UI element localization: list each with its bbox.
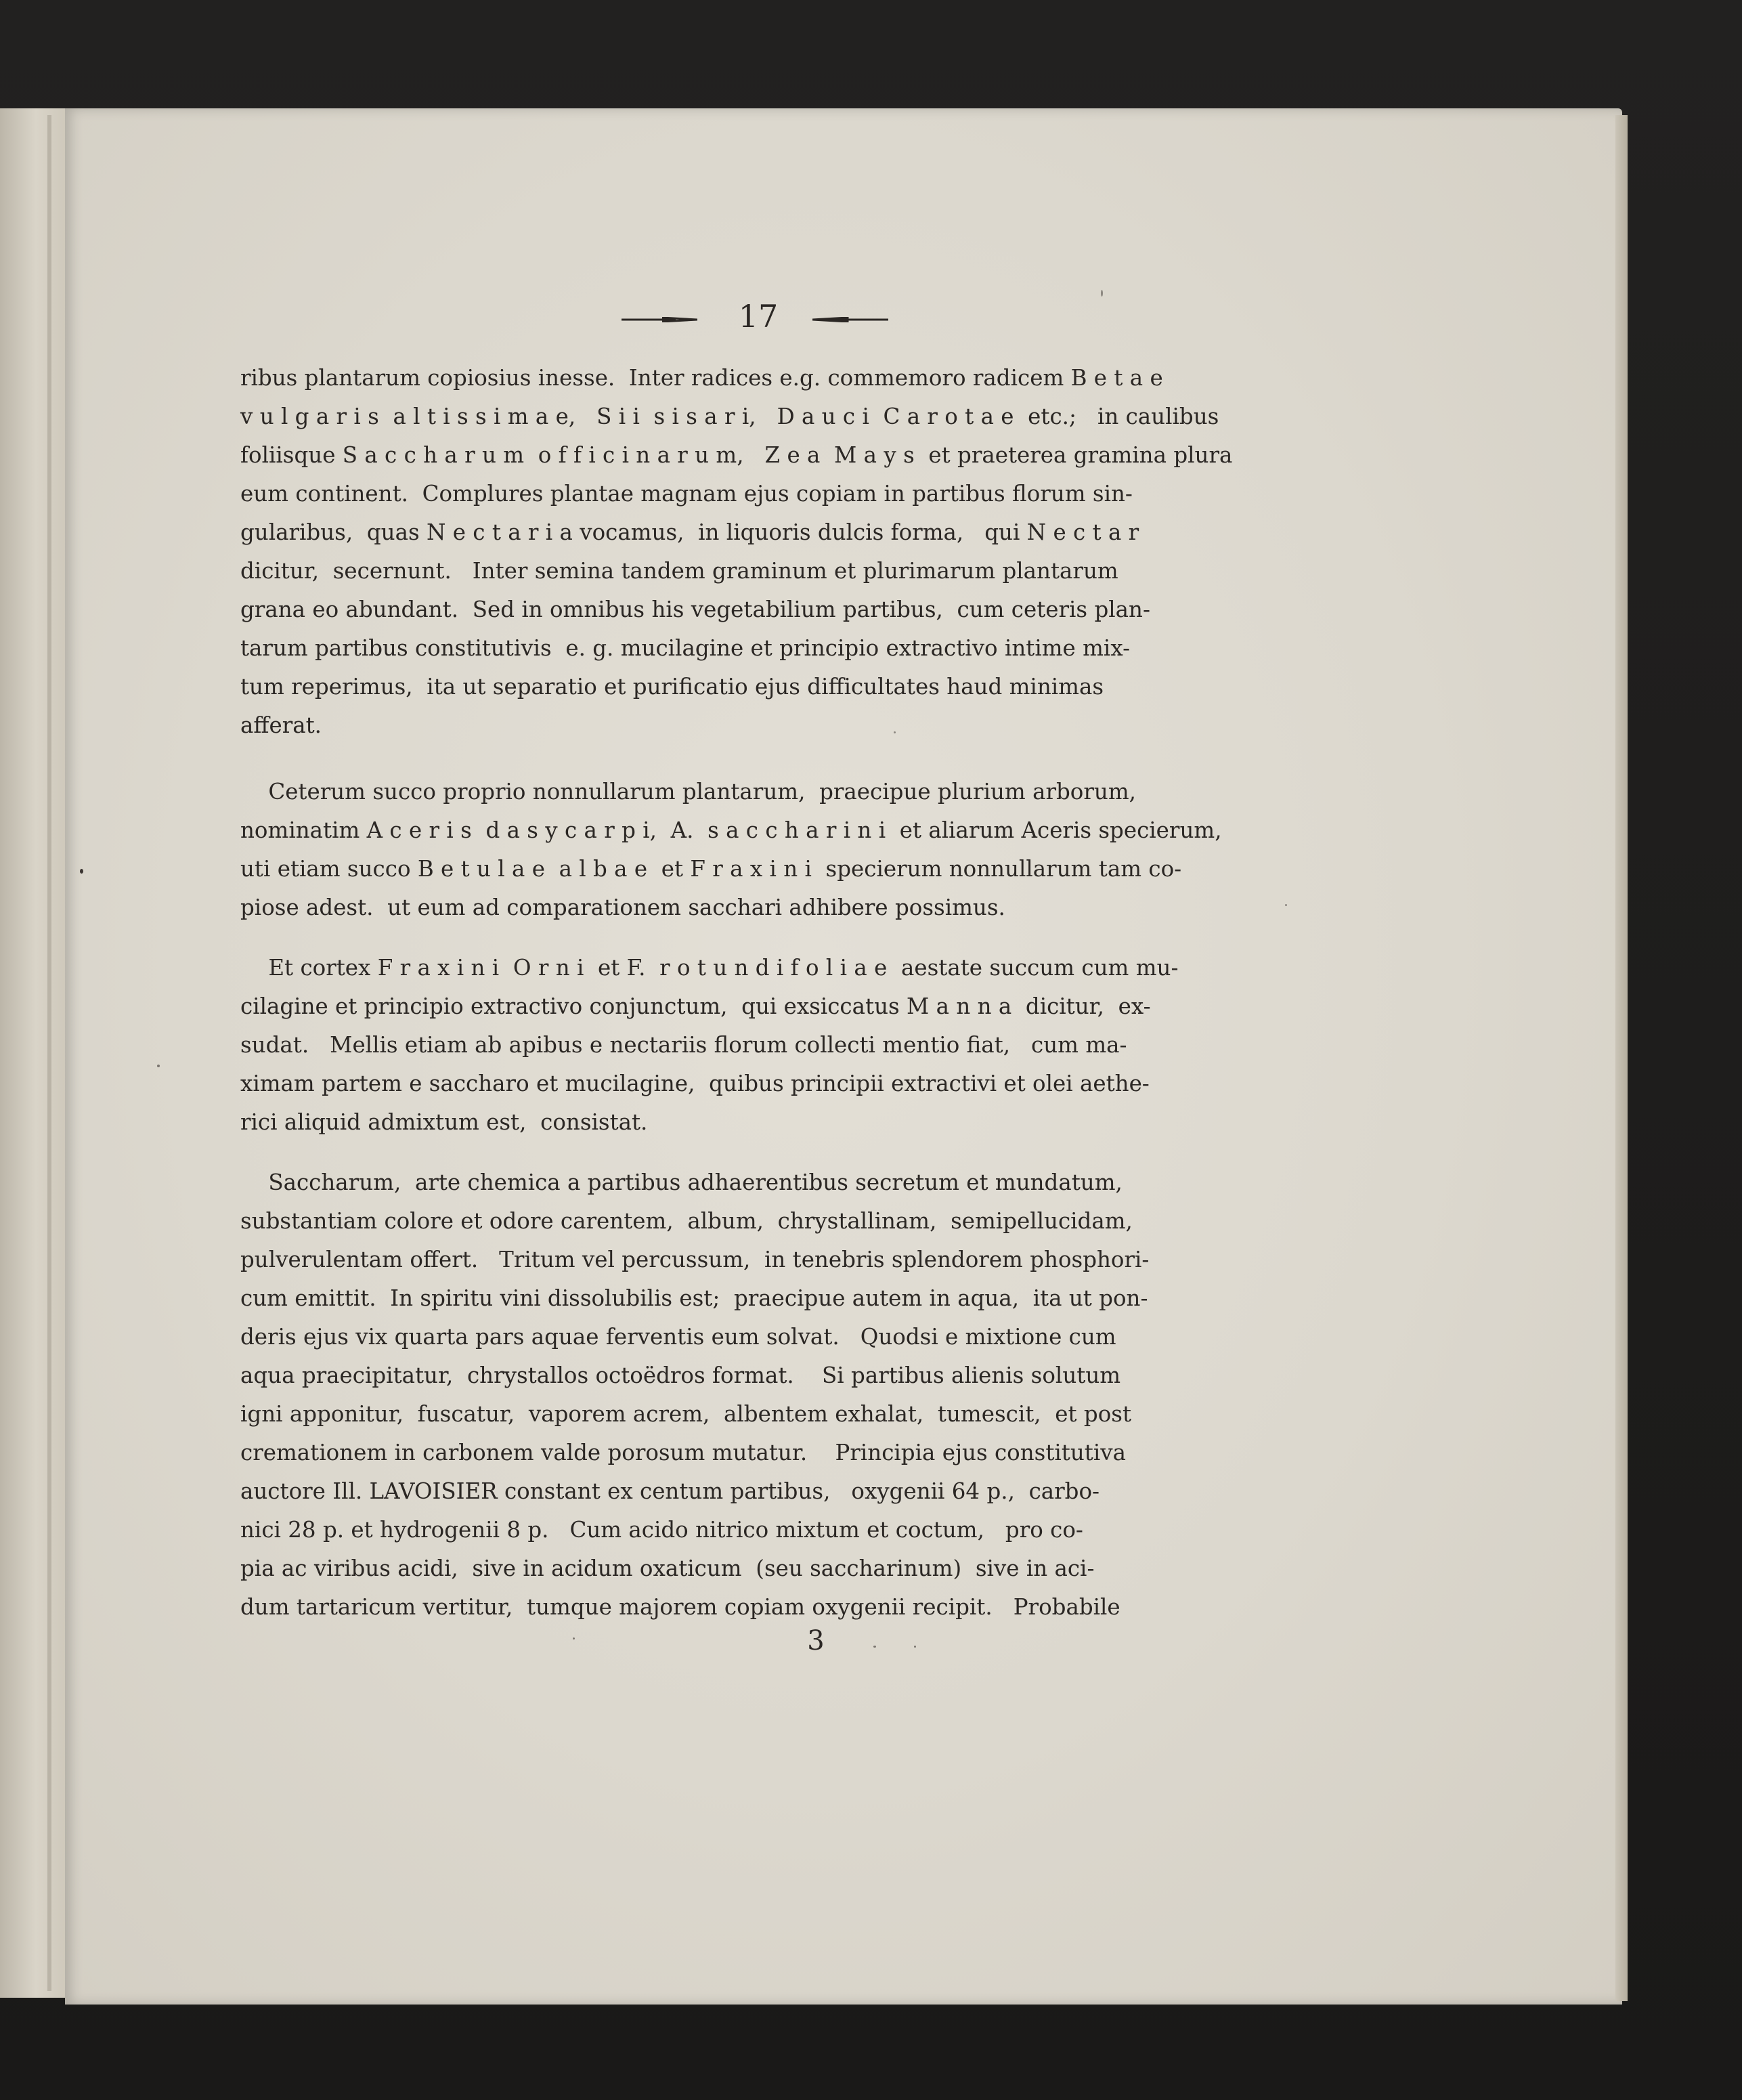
paper-speck bbox=[157, 1065, 160, 1067]
text-line: Saccharum, arte chemica a partibus adhaerentibus secretum et mundatum, bbox=[240, 1170, 1123, 1195]
text-line: piose adest. ut eum ad comparationem sacchari adhibere possimus. bbox=[240, 895, 1005, 920]
paper-speck bbox=[873, 1646, 876, 1648]
header-ornament-left bbox=[622, 317, 697, 322]
text-line: nominatim A c e r i s d a s y c a r p i, A. s a c c h a r i n i et aliarum Aceris specierum, bbox=[240, 817, 1222, 843]
text-line: foliisque S a c c h a r u m o f f i c i n a r u m, Z e a M a y s et praeterea gramina plura bbox=[240, 442, 1233, 468]
text-line: grana eo abundant. Sed in omnibus his vegetabilium partibus, cum ceteris plan- bbox=[240, 597, 1150, 622]
signature-mark: 3 bbox=[807, 1625, 825, 1656]
paper-speck bbox=[1285, 904, 1287, 906]
text-line: tarum partibus constitutivis e. g. mucilagine et principio extractivo intime mix- bbox=[240, 635, 1131, 661]
left-page-edge bbox=[0, 108, 66, 1998]
text-line: eum continent. Complures plantae magnam ejus copiam in partibus florum sin- bbox=[240, 481, 1133, 507]
binding-gutter bbox=[47, 115, 51, 1991]
page-fore-edge bbox=[1615, 115, 1628, 2001]
paper-speck bbox=[894, 731, 896, 733]
paragraph bbox=[240, 773, 1283, 927]
paper-speck bbox=[914, 1646, 916, 1648]
text-line: ribus plantarum copiosius inesse. Inter radices e.g. commemoro radicem B e t a e bbox=[240, 365, 1163, 391]
text-line: dum tartaricum vertitur, tumque majorem copiam oxygenii recipit. Probabile bbox=[240, 1594, 1120, 1620]
paper-speck bbox=[80, 869, 83, 874]
paragraph bbox=[240, 1163, 1283, 1627]
header-ornament-right bbox=[812, 317, 888, 322]
text-line: v u l g a r i s a l t i s s i m a e, S i i s i s a r i, D a u c i C a r o t a e etc.; in caulibus bbox=[240, 404, 1219, 429]
text-line: cum emittit. In spiritu vini dissolubilis est; praecipue autem in aqua, ita ut pon- bbox=[240, 1285, 1148, 1311]
paragraph bbox=[240, 359, 1283, 745]
text-line: ximam partem e saccharo et mucilagine, quibus principii extractivi et olei aethe- bbox=[240, 1071, 1150, 1096]
text-line: substantiam colore et odore carentem, album, chrystallinam, semipellucidam, bbox=[240, 1208, 1133, 1234]
page-header bbox=[0, 298, 1742, 345]
text-line: pulverulentam offert. Tritum vel percussum, in tenebris splendorem phosphori- bbox=[240, 1247, 1150, 1272]
text-line: nici 28 p. et hydrogenii 8 p. Cum acido nitrico mixtum et coctum, pro co- bbox=[240, 1517, 1083, 1543]
text-line: pia ac viribus acidi, sive in acidum oxaticum (seu saccharinum) sive in aci- bbox=[240, 1556, 1095, 1581]
text-line: aqua praecipitatur, chrystallos octoëdros format. Si partibus alienis solutum bbox=[240, 1363, 1121, 1388]
text-line: cremationem in carbonem valde porosum mutatur. Principia ejus constitutiva bbox=[240, 1440, 1126, 1465]
text-line: igni apponitur, fuscatur, vaporem acrem, albentem exhalat, tumescit, et post bbox=[240, 1401, 1132, 1427]
text-line: rici aliquid admixtum est, consistat. bbox=[240, 1109, 648, 1135]
page-number: 17 bbox=[738, 298, 779, 335]
text-line: tum reperimus, ita ut separatio et purificatio ejus difficultates haud minimas bbox=[240, 674, 1104, 700]
text-line: deris ejus vix quarta pars aquae ferventis eum solvat. Quodsi e mixtione cum bbox=[240, 1324, 1116, 1350]
text-line: dicitur, secernunt. Inter semina tandem graminum et plurimarum plantarum bbox=[240, 558, 1118, 584]
paragraph-gap bbox=[240, 927, 1283, 949]
paper-speck bbox=[1101, 290, 1103, 297]
text-line: Et cortex F r a x i n i O r n i et F. r o t u n d i f o l i a e aestate succum cum mu- bbox=[240, 955, 1179, 981]
paragraph-gap bbox=[240, 745, 1283, 773]
text-line: uti etiam succo B e t u l a e a l b a e et F r a x i n i specierum nonnullarum tam co- bbox=[240, 856, 1182, 882]
text-line: sudat. Mellis etiam ab apibus e nectariis florum collecti mentio fiat, cum ma- bbox=[240, 1032, 1127, 1058]
paper-speck bbox=[573, 1637, 575, 1640]
text-line: gularibus, quas N e c t a r i a vocamus, in liquoris dulcis forma, qui N e c t a r bbox=[240, 519, 1139, 545]
text-line: cilagine et principio extractivo conjunctum, qui exsiccatus M a n n a dicitur, ex- bbox=[240, 993, 1151, 1019]
paragraph-gap bbox=[240, 1142, 1283, 1163]
paragraph bbox=[240, 949, 1283, 1142]
text-line: Ceterum succo proprio nonnullarum plantarum, praecipue plurium arborum, bbox=[240, 779, 1136, 805]
text-line: afferat. bbox=[240, 712, 322, 738]
text-line: auctore Ill. LAVOISIER constant ex centum partibus, oxygenii 64 p., carbo- bbox=[240, 1478, 1100, 1504]
main-text bbox=[240, 359, 1283, 1627]
